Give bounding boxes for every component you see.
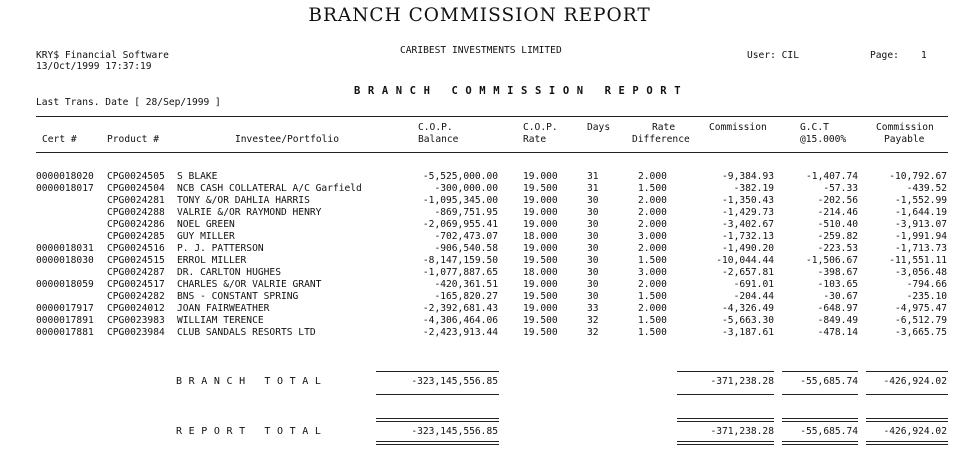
cell-rate: 19.000: [523, 303, 558, 314]
cell-payable: -3,665.75: [895, 327, 947, 338]
report-total-rule-balance: [376, 418, 499, 419]
cell-rate-diff: 2.000: [638, 243, 667, 254]
cell-product: CPG0024288: [107, 207, 165, 218]
cell-payable: -794.66: [906, 279, 947, 290]
branch-total-underline-commission: [677, 394, 774, 395]
table-row: [0, 171, 959, 183]
cell-balance: -906,540.58: [434, 243, 498, 254]
last-trans-date: Last Trans. Date [ 28/Sep/1999 ]: [36, 97, 221, 108]
cell-rate: 19.000: [523, 207, 558, 218]
cell-rate-diff: 3.000: [638, 231, 667, 242]
cell-payable: -6,512.79: [895, 315, 947, 326]
report-total-rule2-gct: [782, 421, 858, 422]
cell-cert: 0000018017: [36, 183, 94, 194]
branch-total-rule-payable: [866, 371, 948, 372]
cell-gct: -103.65: [817, 279, 858, 290]
cell-product: CPG0023983: [107, 315, 165, 326]
report-total-underline2-gct: [782, 444, 858, 445]
cell-balance: -4,306,464.06: [422, 315, 498, 326]
report-subtitle: BRANCH COMMISSION REPORT: [354, 85, 689, 97]
company-name: CARIBEST INVESTMENTS LIMITED: [400, 45, 562, 56]
cell-days: 30: [587, 207, 599, 218]
table-row: [0, 303, 959, 315]
cell-rate-diff: 2.000: [638, 303, 667, 314]
cell-commission: -4,326.49: [722, 303, 774, 314]
cell-commission: -1,732.13: [722, 231, 774, 242]
cell-rate-diff: 1.500: [638, 183, 667, 194]
col-rate-diff-2: Difference: [632, 134, 690, 145]
report-total-underline-gct: [782, 441, 858, 442]
cell-rate: 19.500: [523, 291, 558, 302]
report-total-underline2-payable: [866, 444, 948, 445]
cell-product: CPG0024515: [107, 255, 165, 266]
page-number: 1: [921, 50, 927, 61]
cell-days: 31: [587, 183, 599, 194]
cell-cert: 0000017881: [36, 327, 94, 338]
cell-payable: -439.52: [906, 183, 947, 194]
cell-rate-diff: 1.500: [638, 255, 667, 266]
cell-balance: -702,473.07: [434, 231, 498, 242]
report-total-underline-commission: [677, 441, 774, 442]
cell-rate: 18.000: [523, 267, 558, 278]
user-label: User: CIL: [747, 50, 799, 61]
cell-rate-diff: 2.000: [638, 279, 667, 290]
col-rate-diff-1: Rate: [652, 122, 676, 133]
cell-product: CPG0024282: [107, 291, 165, 302]
cell-rate: 19.000: [523, 219, 558, 230]
cell-balance: -2,392,681.43: [422, 303, 498, 314]
branch-total-balance: -323,145,556.85: [411, 376, 498, 387]
col-cop-rate-1: C.O.P.: [523, 122, 558, 133]
software-name: KRY$ Financial Software: [36, 50, 169, 61]
cell-days: 30: [587, 267, 599, 278]
cell-investee: CLUB SANDALS RESORTS LTD: [177, 327, 316, 338]
cell-rate: 19.000: [523, 195, 558, 206]
branch-total-label: BRANCH TOTAL: [176, 376, 328, 387]
cell-rate-diff: 2.000: [638, 195, 667, 206]
report-total-rule2-balance: [376, 421, 499, 422]
table-row: [0, 315, 959, 327]
col-gct-1: G.C.T: [800, 122, 829, 133]
cell-investee: NOEL GREEN: [177, 219, 235, 230]
cell-days: 31: [587, 171, 599, 182]
cell-payable: -1,713.73: [895, 243, 947, 254]
cell-product: CPG0024281: [107, 195, 165, 206]
table-row: [0, 255, 959, 267]
cell-payable: -3,056.48: [895, 267, 947, 278]
cell-cert: 0000017917: [36, 303, 94, 314]
col-cop-rate-2: Rate: [523, 134, 547, 145]
cell-product: CPG0024517: [107, 279, 165, 290]
cell-gct: -510.40: [817, 219, 858, 230]
table-row: [0, 183, 959, 195]
cell-cert: 0000017891: [36, 315, 94, 326]
col-commission: Commission: [709, 122, 767, 133]
cell-commission: -204.44: [733, 291, 774, 302]
branch-total-rule-balance: [376, 371, 499, 372]
cell-rate-diff: 2.000: [638, 207, 667, 218]
cell-rate: 19.000: [523, 279, 558, 290]
table-row: [0, 327, 959, 339]
cell-balance: -420,361.51: [434, 279, 498, 290]
cell-investee: TONY &/OR DAHLIA HARRIS: [177, 195, 310, 206]
cell-days: 30: [587, 195, 599, 206]
cell-commission: -5,663.30: [722, 315, 774, 326]
report-total-rule-payable: [866, 418, 948, 419]
cell-payable: -11,551.11: [889, 255, 947, 266]
cell-investee: WILLIAM TERENCE: [177, 315, 264, 326]
table-row: [0, 207, 959, 219]
cell-cert: 0000018030: [36, 255, 94, 266]
branch-total-underline-gct: [782, 394, 858, 395]
cell-commission: -691.01: [733, 279, 774, 290]
cell-days: 30: [587, 243, 599, 254]
cell-rate-diff: 2.000: [638, 171, 667, 182]
cell-gct: -223.53: [817, 243, 858, 254]
report-total-gct: -55,685.74: [800, 426, 858, 437]
col-cop-balance-1: C.O.P.: [418, 122, 453, 133]
cell-gct: -1,506.67: [806, 255, 858, 266]
cell-product: CPG0023984: [107, 327, 165, 338]
cell-commission: -10,044.44: [716, 255, 774, 266]
cell-payable: -235.10: [906, 291, 947, 302]
cell-gct: -214.46: [817, 207, 858, 218]
branch-total-underline-payable: [866, 394, 948, 395]
cell-balance: -2,423,913.44: [422, 327, 498, 338]
cell-cert: 0000018031: [36, 243, 94, 254]
cell-rate: 19.000: [523, 243, 558, 254]
report-datetime: 13/Oct/1999 17:37:19: [36, 61, 152, 72]
cell-cert: 0000018020: [36, 171, 94, 182]
cell-days: 30: [587, 219, 599, 230]
header-bottom-rule: [36, 152, 948, 153]
cell-investee: NCB CASH COLLATERAL A/C Garfield: [177, 183, 362, 194]
report-total-underline2-balance: [376, 444, 499, 445]
report-total-underline2-commission: [677, 444, 774, 445]
table-row: [0, 279, 959, 291]
cell-payable: -1,644.19: [895, 207, 947, 218]
branch-total-payable: -426,924.02: [883, 376, 947, 387]
cell-balance: -300,000.00: [434, 183, 498, 194]
cell-investee: S BLAKE: [177, 171, 218, 182]
cell-days: 30: [587, 231, 599, 242]
cell-days: 32: [587, 315, 599, 326]
col-cert: Cert #: [42, 134, 77, 145]
table-row: [0, 243, 959, 255]
cell-commission: -382.19: [733, 183, 774, 194]
cell-payable: -10,792.67: [889, 171, 947, 182]
cell-rate: 19.500: [523, 255, 558, 266]
cell-rate-diff: 3.000: [638, 267, 667, 278]
cell-gct: -648.97: [817, 303, 858, 314]
branch-total-commission: -371,238.28: [710, 376, 774, 387]
cell-gct: -398.67: [817, 267, 858, 278]
cell-gct: -202.56: [817, 195, 858, 206]
cell-rate-diff: 1.500: [638, 327, 667, 338]
table-row: [0, 291, 959, 303]
report-total-underline-payable: [866, 441, 948, 442]
cell-cert: 0000018059: [36, 279, 94, 290]
cell-commission: -3,402.67: [722, 219, 774, 230]
report-total-underline-balance: [376, 441, 499, 442]
cell-investee: VALRIE &/OR RAYMOND HENRY: [177, 207, 322, 218]
cell-payable: -4,975.47: [895, 303, 947, 314]
col-days: Days: [587, 122, 611, 133]
cell-days: 32: [587, 327, 599, 338]
cell-payable: -1,991.94: [895, 231, 947, 242]
cell-commission: -1,429.73: [722, 207, 774, 218]
table-row: [0, 219, 959, 231]
report-total-rule-gct: [782, 418, 858, 419]
cell-product: CPG0024012: [107, 303, 165, 314]
header-top-rule: [36, 116, 948, 117]
cell-product: CPG0024516: [107, 243, 165, 254]
cell-commission: -1,350.43: [722, 195, 774, 206]
cell-balance: -1,077,887.65: [422, 267, 498, 278]
report-total-commission: -371,238.28: [710, 426, 774, 437]
cell-gct: -30.67: [823, 291, 858, 302]
cell-investee: BNS - CONSTANT SPRING: [177, 291, 299, 302]
report-title: BRANCH COMMISSION REPORT: [308, 5, 651, 26]
cell-rate: 19.500: [523, 327, 558, 338]
cell-rate: 19.000: [523, 171, 558, 182]
report-total-label: REPORT TOTAL: [176, 426, 328, 437]
cell-investee: DR. CARLTON HUGHES: [177, 267, 281, 278]
cell-rate-diff: 1.500: [638, 291, 667, 302]
cell-gct: -259.82: [817, 231, 858, 242]
col-comm-payable-2: Payable: [884, 134, 925, 145]
cell-days: 33: [587, 303, 599, 314]
cell-investee: P. J. PATTERSON: [177, 243, 264, 254]
cell-rate-diff: 2.000: [638, 219, 667, 230]
page-label: Page:: [870, 50, 899, 61]
cell-product: CPG0024504: [107, 183, 165, 194]
report-total-payable: -426,924.02: [883, 426, 947, 437]
cell-product: CPG0024287: [107, 267, 165, 278]
report-total-balance: -323,145,556.85: [411, 426, 498, 437]
cell-rate-diff: 1.500: [638, 315, 667, 326]
cell-rate: 19.500: [523, 315, 558, 326]
cell-commission: -3,187.61: [722, 327, 774, 338]
col-gct-2: @15.000%: [800, 134, 847, 145]
cell-days: 30: [587, 255, 599, 266]
cell-commission: -2,657.81: [722, 267, 774, 278]
col-investee: Investee/Portfolio: [235, 134, 339, 145]
cell-investee: CHARLES &/OR VALRIE GRANT: [177, 279, 322, 290]
cell-investee: GUY MILLER: [177, 231, 235, 242]
cell-commission: -1,490.20: [722, 243, 774, 254]
col-product: Product #: [107, 134, 159, 145]
cell-days: 30: [587, 279, 599, 290]
cell-balance: -5,525,000.00: [422, 171, 498, 182]
report-total-rule2-commission: [677, 421, 774, 422]
cell-payable: -3,913.07: [895, 219, 947, 230]
cell-rate: 19.500: [523, 183, 558, 194]
cell-commission: -9,384.93: [722, 171, 774, 182]
report-total-rule-commission: [677, 418, 774, 419]
cell-balance: -1,095,345.00: [422, 195, 498, 206]
branch-total-rule-commission: [677, 371, 774, 372]
cell-gct: -849.49: [817, 315, 858, 326]
branch-total-rule-gct: [782, 371, 858, 372]
cell-investee: JOAN FAIRWEATHER: [177, 303, 270, 314]
cell-product: CPG0024505: [107, 171, 165, 182]
cell-gct: -1,407.74: [806, 171, 858, 182]
cell-days: 30: [587, 291, 599, 302]
cell-balance: -869,751.95: [434, 207, 498, 218]
cell-payable: -1,552.99: [895, 195, 947, 206]
cell-balance: -8,147,159.50: [422, 255, 498, 266]
table-row: [0, 195, 959, 207]
table-row: [0, 267, 959, 279]
report-total-rule2-payable: [866, 421, 948, 422]
branch-total-underline-balance: [376, 394, 499, 395]
cell-product: CPG0024285: [107, 231, 165, 242]
col-cop-balance-2: Balance: [418, 134, 459, 145]
cell-rate: 18.000: [523, 231, 558, 242]
branch-total-gct: -55,685.74: [800, 376, 858, 387]
cell-balance: -165,820.27: [434, 291, 498, 302]
cell-investee: ERROL MILLER: [177, 255, 247, 266]
table-row: [0, 231, 959, 243]
cell-gct: -478.14: [817, 327, 858, 338]
cell-product: CPG0024286: [107, 219, 165, 230]
cell-gct: -57.33: [823, 183, 858, 194]
col-comm-payable-1: Commission: [876, 122, 934, 133]
cell-balance: -2,069,955.41: [422, 219, 498, 230]
